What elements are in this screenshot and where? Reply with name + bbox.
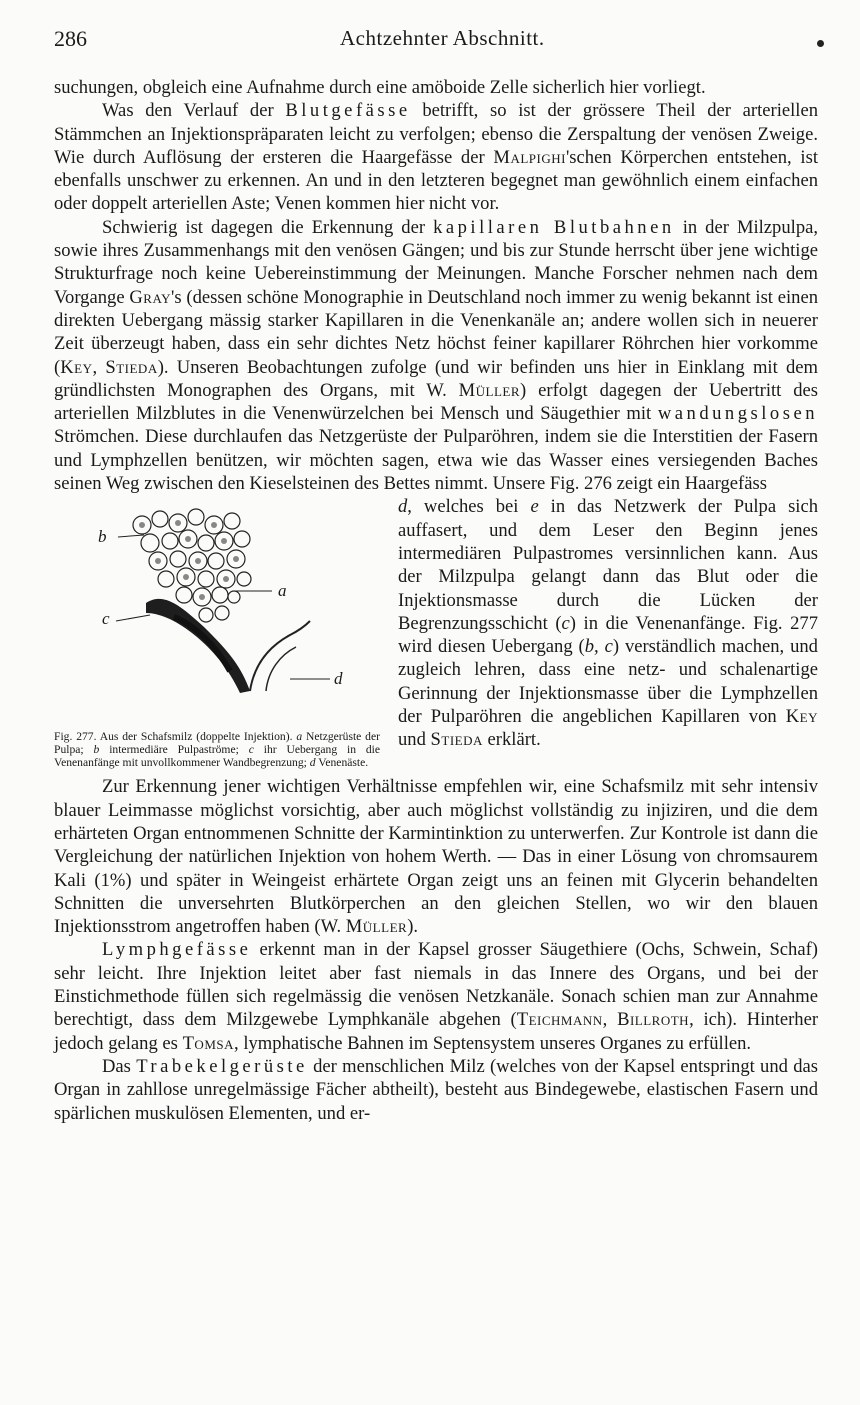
page-header: [54, 26, 824, 56]
emphasis-trabekelgeruste: Trabekelgerüste: [136, 1055, 308, 1077]
emphasis-blutgefaesse: Blutgefässe: [285, 100, 411, 122]
author-name: Tomsa: [182, 1032, 235, 1054]
paragraph-6: Das Trabekelgerüste der menschlichen Milz (welches von der Kapsel entspringt und das Organ in zahllose unregelmässige Fächer abtheilt), besteht aus Bindegewebe, elastischen Fasern und spärlichen muskulösen Elementen, und er-: [54, 1055, 819, 1124]
author-name: Stieda: [105, 356, 158, 378]
ink-dot: [817, 40, 824, 47]
figure-label-a: a: [278, 581, 287, 601]
figure-caption: Fig. 277. Aus der Schafsmilz (doppelte Injektion). a Netzgerüste der Pulpa; b intermediäre Pulpaströme; c ihr Uebergang in die Venenanfänge mit unvollkommener Wandbegrenzung; d Venenäste.: [54, 730, 381, 770]
author-name: Malpighi: [493, 146, 566, 168]
figure-illustration: [54, 495, 388, 730]
figure-label-d: d: [334, 669, 343, 689]
paragraph-2: Was den Verlauf der Blutgefässe betrifft, so ist der grössere Theil der arteriellen Stämmchen an Injektionspräparaten leicht zu verfolgen; ebenso die Zerspaltung der venösen Zweige. Wie durch Auflösung der ersteren die Haargefässe der Malpighi'schen Körperchen entstehen, ist ebenfalls unschwer zu erkennen. An und in den letzteren begegnet man gewöhnlich einem einfachen oder doppelt arteriellen Aste; Venen kommen hier nicht vor.: [54, 100, 819, 215]
author-name: Müller: [345, 916, 408, 938]
page-number: 286: [54, 26, 87, 51]
author-name: Teichmann: [516, 1009, 603, 1031]
emphasis-kapillaren: kapillaren Blutbahnen: [433, 216, 675, 238]
running-title: Achtzehnter Abschnitt.: [340, 26, 545, 50]
paragraph-4: Zur Erkennung jener wichtigen Verhältnisse empfehlen wir, eine Schafsmilz mit sehr intensiv blauer Leimmasse möglichst vorsichtig, aber auch möglichst vollständig zu injiziren, und die dem erhärteten Organ entnommenen Schnitte der Karmintinktion zu unterwerfen. Zur Kontrole ist dann die Vergleichung der natürlichen Injektion von hohem Werth. — Das in einer Lösung von chromsaurem Kali (1%) und später in Weingeist erhärtete Organ zeigt uns an feinen mit Glycerin behandelten Schnitten die unversehrten Blutkörperchen an den gleichen Stellen, wo wir den blauen Injektionsstrom angetroffen haben (W. Müller).: [54, 776, 818, 938]
figure-277: [54, 495, 388, 769]
figure-label-b: b: [98, 527, 107, 547]
emphasis-wandungslosen: wandungslosen: [657, 403, 818, 425]
author-name: Gray: [129, 286, 172, 308]
paragraph-1: suchungen, obgleich eine Aufnahme durch eine amöboide Zelle sicherlich hier vorliegt.: [54, 77, 706, 98]
author-name: Stieda: [430, 729, 483, 751]
figure-label-c: c: [102, 609, 110, 629]
author-name: Key: [785, 706, 818, 728]
paragraph-3: Schwierig ist dagegen die Erkennung der kapillaren Blutbahnen in der Milzpulpa, sowie ihres Zusammenhangs mit den venösen Gängen; und bis zur Stunde herrscht über jene wichtige Strukturfrage noch keine Uebereinstimmung der Meinungen. Manche Forscher nehmen nach dem Vorgange Gray's (dessen schöne Monographie in Deutschland noch immer zu wenig bekannt ist einen direkten Uebergang mässig starker Kapillaren in die Venenkanäle an; andere wollen sich in neuerer Zeit überzeugt haben, dass ein sehr dichtes Netz höchst feiner kapillarer Röhrchen hier vorkomme (Key, Stieda). Unseren Beobachtungen zufolge (und wir befinden uns hier in Einklang mit dem gründlichsten Monographen des Organs, mit W. Müller) erfolgt dagegen der Uebertritt des arteriellen Milzblutes in die Venenwürzelchen bei Mensch und Säugethier mit wandungslosen Strömchen. Diese durchlaufen das Netzgerüste der Pulparöhren, indem sie die Interstitien der Fasern und Lymphzellen benützen, wir möchten sagen, etwa wie das Wasser eines versiegenden Baches seinen Weg zwischen den Kieselsteinen des Bettes nimmt. Unsere Fig. 276 zeigt ein Haargefäss: [54, 216, 819, 495]
author-name: Billroth: [617, 1009, 690, 1031]
emphasis-lymphgefaesse: Lymphgefässe: [102, 939, 252, 961]
paragraph-5: Lymphgefässe erkennt man in der Kapsel grosser Säugethiere (Ochs, Schwein, Schaf) sehr leicht. Ihre Injektion leitet aber fast niemals in das Innere des Organs, und bei der Einstichmethode füllen sich regelmässig die venösen Netzkanäle. Sonach schien man zur Annahme berechtigt, dass dem Milzgewebe Lymphkanäle abgehen (Teichmann, Billroth, ich). Hinterher jedoch gelang es Tomsa, lymphatische Bahnen im Septensystem unseres Organes zu erfüllen.: [54, 939, 819, 1054]
author-name: Müller: [458, 379, 521, 401]
page-body: suchungen, obgleich eine Aufnahme durch eine amöboide Zelle sicherlich hier vorliegt. Was den Verlauf der Blutgefässe betrifft, so ist der grössere Theil der arteriellen Stämmchen an Injektionspräparaten leicht zu verfolgen; ebenso die Zerspaltung der venösen Zweige. Wie durch Auflösung der ersteren die Haargefässe der Malpighi'schen Körperchen entstehen, ist ebenfalls unschwer zu erkennen. An und in den letzteren begegnet man gewöhnlich einem einfachen oder doppelt arteriellen Aste; Venen kommen hier nicht vor. Schwierig ist dagegen die Erkennung der kapillaren Blutbahnen in der Milzpulpa, sowie ihres Zusammenhangs mit den venösen Gängen; und bis zur Stunde herrscht über jene wichtige Strukturfrage noch keine Uebereinstimmung der Meinungen. Manche Forscher nehmen nach dem Vorgange Gray's (dessen schöne Monographie in Deutschland noch immer zu wenig bekannt ist einen direkten Uebergang mässig starker Kapillaren in die Venenkanäle an; andere wollen sich in neuerer Zeit überzeugt haben, dass ein sehr dichtes Netz höchst feiner kapillarer Röhrchen hier vorkomme (Key, Stieda). Unseren Beobachtungen zufolge (und wir befinden uns hier in Einklang mit dem gründlichsten Monographen des Organs, mit W. Müller) erfolgt dagegen der Uebertritt des arteriellen Milzblutes in die Venenwürzelchen bei Mensch und Säugethier mit wandungslosen Strömchen. Diese durchlaufen das Netzgerüste der Pulparöhren, indem sie die Interstitien der Fasern und Lymphzellen benützen, wir möchten sagen, etwa wie das Wasser eines versiegenden Baches seinen Weg zwischen den Kieselsteinen des Bettes nimmt. Unsere Fig. 276 zeigt ein Haargefäss b a c d Fig. 277. Aus der Schafsmilz (doppelte Injektion). a Netzgerüste der Pulpa; b intermediäre Pulpaströme; c ihr Uebergang in die Venenanfänge mit unvollkommener Wandbegrenzung; d Venenäste. d, welches bei e in das Netzwerk der Pulpa sich auffasert, und dem Leser den Beginn jenes intermediären Pulpastromes versinnlichen kann. Aus der Milzpulpa gelangt dann das Blut oder die Injektionsmasse durch die Lücken der Begrenzungsschicht (c) in die Venenanfänge. Fig. 277 wird diesen Uebergang (b, c) verständlich machen, und zugleich lehren, dass eine netz- und schalenartige Gerinnung der Injektionsmasse über die Lymphzellen der Pulparöhren die angeblichen Kapillaren von Key und Stieda erklärt. Zur Erkennung jener wichtigen Verhältnisse empfehlen wir, eine Schafsmilz mit sehr intensiv blauer Leimmasse möglichst vorsichtig, aber auch möglichst vollständig zu injiziren, und die dem erhärteten Organ entnommenen Schnitte der Karmintinktion zu unterwerfen. Zur Kontrole ist dann die Vergleichung der natürlichen Injektion von hohem Werth. — Das in einer Lösung von chromsaurem Kali (1%) und später in Weingeist erhärtete Organ zeigt uns an feinen mit Glycerin behandelten Schnitten die unversehrten Blutkörperchen an den gleichen Stellen, wo wir den blauen Injektionsstrom angetroffen haben (W. Müller). Lymphgefässe erkennt man in der Kapsel grosser Säugethiere (Ochs, Schwein, Schaf) sehr leicht. Ihre Injektion leitet aber fast niemals in das Innere des Organs, und bei der Einstichmethode füllen sich regelmässig die venösen Netzkanäle. Sonach schien man zur Annahme berechtigt, dass dem Milzgewebe Lymphkanäle abgehen (Teichmann, Billroth, ich). Hinterher jedoch gelang es Tomsa, lymphatische Bahnen im Septensystem unseres Organes zu erfüllen. Das Trabekelgerüste der menschlichen Milz (welches von der Kapsel entspringt und das Organ in zahllose unregelmässige Fächer abtheilt), besteht aus Bindegewebe, elastischen Fasern und spärlichen muskulösen Elementen, und er-: [54, 77, 819, 1124]
author-name: Key: [60, 356, 93, 378]
